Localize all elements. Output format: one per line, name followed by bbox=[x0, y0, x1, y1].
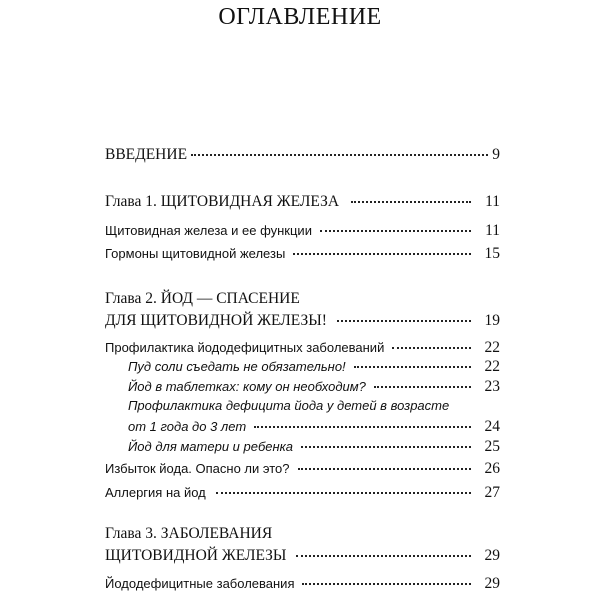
toc-entry-chapter-3 bbox=[105, 547, 500, 565]
toc-entry-label: Йод в таблетках: кому он необходим? bbox=[128, 379, 366, 394]
toc-entry-label: ВВЕДЕНИЕ bbox=[105, 146, 188, 163]
toc-entry-iodine-tablets bbox=[128, 378, 500, 396]
toc-page-number: 22 bbox=[484, 358, 500, 375]
dot-leader bbox=[320, 230, 471, 232]
dot-leader bbox=[298, 468, 471, 470]
dot-leader bbox=[302, 583, 470, 585]
toc-entry-label: Аллергия на йод bbox=[105, 485, 206, 500]
toc-entry-prevention bbox=[105, 339, 500, 357]
toc-page-number: 26 bbox=[484, 460, 500, 477]
toc-page-number: 23 bbox=[484, 378, 500, 395]
toc-chapter-3-line-1: Глава 3. ЗАБОЛЕВАНИЯ bbox=[105, 525, 273, 542]
dot-leader bbox=[337, 320, 471, 322]
toc-entry-label: Щитовидная железа и ее функции bbox=[105, 223, 312, 238]
toc-entry-label: Гормоны щитовидной железы bbox=[105, 246, 286, 261]
toc-entry-chapter-1 bbox=[105, 193, 500, 211]
dot-leader bbox=[351, 201, 471, 203]
toc-entry-thyroid-functions bbox=[105, 222, 500, 240]
dot-leader bbox=[374, 386, 471, 388]
dot-leader bbox=[296, 555, 470, 557]
toc-page-number: 29 bbox=[484, 547, 500, 564]
dot-leader bbox=[254, 426, 470, 428]
toc-entry-label: Йододефицитные заболевания bbox=[105, 576, 295, 591]
toc-entry-label: от 1 года до 3 лет bbox=[128, 419, 247, 434]
toc-page-number: 24 bbox=[484, 418, 500, 435]
toc-page-number: 11 bbox=[485, 222, 500, 239]
toc-entry-introduction bbox=[105, 146, 500, 164]
dot-leader bbox=[216, 492, 471, 494]
toc-chapter-2-line-1: Глава 2. ЙОД — СПАСЕНИЕ bbox=[105, 290, 300, 307]
dot-leader bbox=[191, 154, 488, 156]
toc-entry-label: Профилактика йододефицитных заболеваний bbox=[105, 340, 385, 355]
toc-page-number: 29 bbox=[484, 575, 500, 592]
toc-entry-chapter-2 bbox=[105, 312, 500, 330]
toc-page-number: 19 bbox=[484, 312, 500, 329]
toc-entry-iodine-deficiency-diseases bbox=[105, 575, 500, 593]
toc-page-number: 25 bbox=[484, 438, 500, 455]
toc-entry-label: Глава 1. ЩИТОВИДНАЯ ЖЕЛЕЗА bbox=[105, 193, 340, 210]
toc-entry-mother-child bbox=[128, 438, 500, 456]
toc-entry-label: Избыток йода. Опасно ли это? bbox=[105, 461, 290, 476]
toc-entry-label: ЩИТОВИДНОЙ ЖЕЛЕЗЫ bbox=[105, 547, 287, 564]
toc-page-number: 22 bbox=[484, 339, 500, 356]
toc-page-number: 11 bbox=[485, 193, 500, 210]
toc-entry-iodine-allergy bbox=[105, 484, 500, 502]
toc-children-prevention-line-1: Профилактика дефицита йода у детей в возрасте bbox=[128, 398, 450, 413]
toc-entry-salt bbox=[128, 358, 500, 376]
toc-page-number: 27 bbox=[484, 484, 500, 501]
dot-leader bbox=[293, 253, 470, 255]
toc-page-number: 15 bbox=[484, 245, 500, 262]
toc-entry-label: ДЛЯ ЩИТОВИДНОЙ ЖЕЛЕЗЫ! bbox=[105, 312, 327, 329]
toc-entry-label: Пуд соли съедать не обязательно! bbox=[128, 359, 346, 374]
page-title: ОГЛАВЛЕНИЕ bbox=[218, 4, 382, 30]
toc-entry-thyroid-hormones bbox=[105, 245, 500, 263]
dot-leader bbox=[301, 446, 470, 448]
toc-entry-label: Йод для матери и ребенка bbox=[128, 439, 294, 454]
dot-leader bbox=[392, 347, 470, 349]
toc-page-number: 9 bbox=[492, 146, 500, 163]
toc-entry-children-prevention bbox=[128, 418, 500, 436]
dot-leader bbox=[354, 366, 471, 368]
toc-entry-iodine-excess bbox=[105, 460, 500, 478]
